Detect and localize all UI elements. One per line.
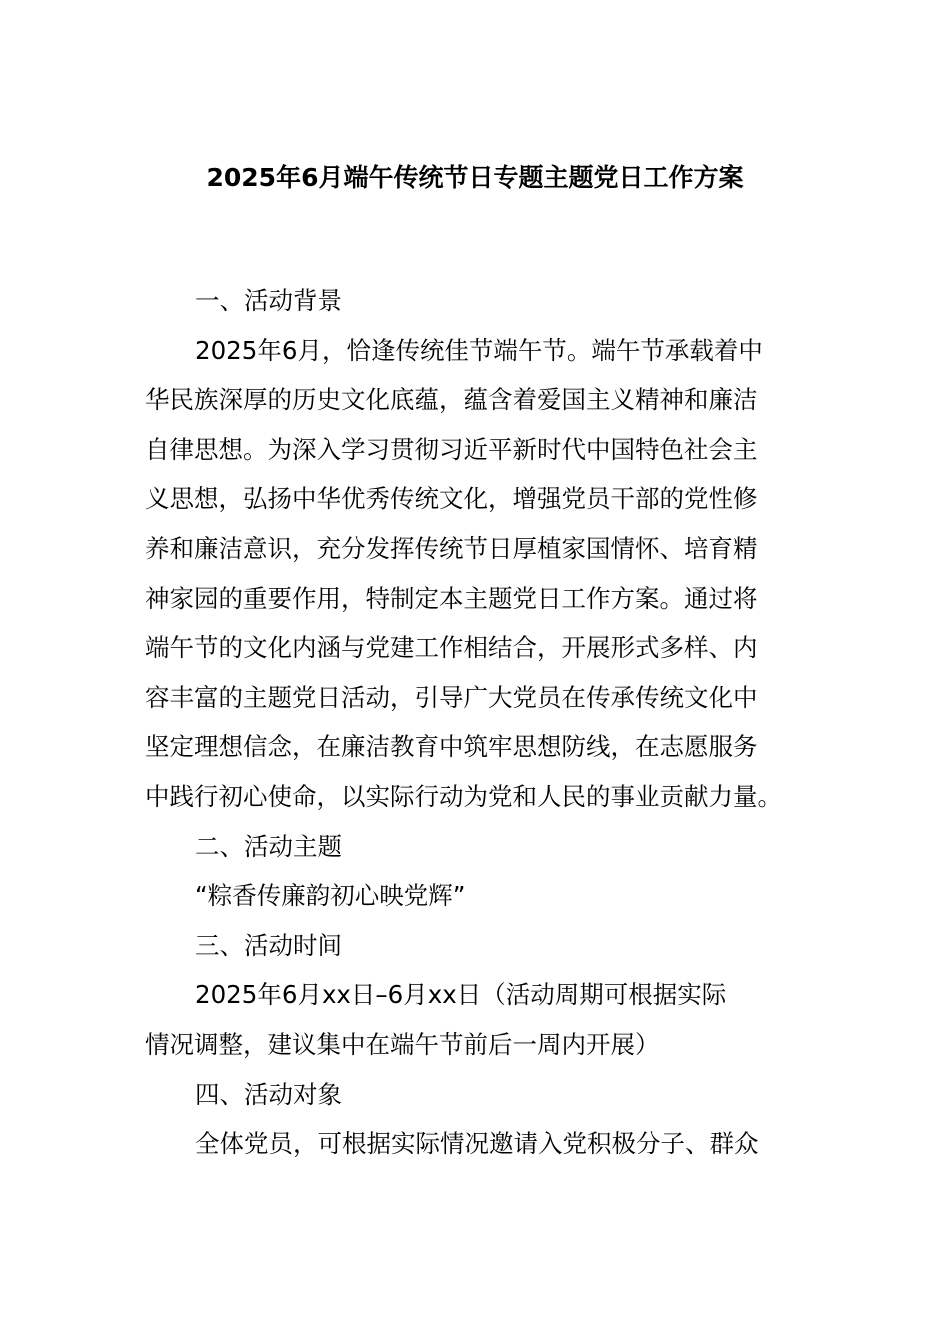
paragraph-line: 养和廉洁意识，充分发挥传统节日厚植家国情怀、培育精	[145, 533, 758, 563]
paragraph-line: 四、活动对象	[195, 1079, 342, 1109]
paragraph-line: “粽香传廉韵初心映党辉”	[195, 881, 466, 911]
paragraph-line: 2025年6月，恰逢传统佳节端午节。端午节承载着中	[195, 335, 763, 365]
paragraph-line: 中践行初心使命，以实际行动为党和人民的事业贡献力量。	[145, 781, 782, 811]
paragraph-line: 三、活动时间	[195, 930, 342, 960]
paragraph-line: 神家园的重要作用，特制定本主题党日工作方案。通过将	[145, 583, 758, 613]
paragraph-line: 自律思想。为深入学习贯彻习近平新时代中国特色社会主	[145, 434, 758, 464]
paragraph-line: 一、活动背景	[195, 286, 342, 315]
paragraph-line: 二、活动主题	[195, 831, 342, 861]
document-body	[145, 276, 810, 1169]
paragraph-line: 义思想，弘扬中华优秀传统文化，增强党员干部的党性修	[145, 484, 758, 514]
paragraph-line: 全体党员，可根据实际情况邀请入党积极分子、群众	[195, 1129, 759, 1159]
paragraph-line: 端午节的文化内涵与党建工作相结合，开展形式多样、内	[145, 633, 758, 663]
document-title: 2025年6月端午传统节日专题主题党日工作方案	[206, 163, 744, 192]
paragraph-line: 华民族深厚的历史文化底蕴，蕴含着爱国主义精神和廉洁	[145, 385, 758, 415]
paragraph-line: 情况调整，建议集中在端午节前后一周内开展）	[145, 1029, 660, 1059]
paragraph-line: 容丰富的主题党日活动，引导广大党员在传承传统文化中	[145, 682, 758, 712]
paragraph-line: 坚定理想信念，在廉洁教育中筑牢思想防线，在志愿服务	[145, 732, 758, 762]
paragraph-line: 2025年6月xx日–6月xx日（活动周期可根据实际	[195, 980, 727, 1010]
